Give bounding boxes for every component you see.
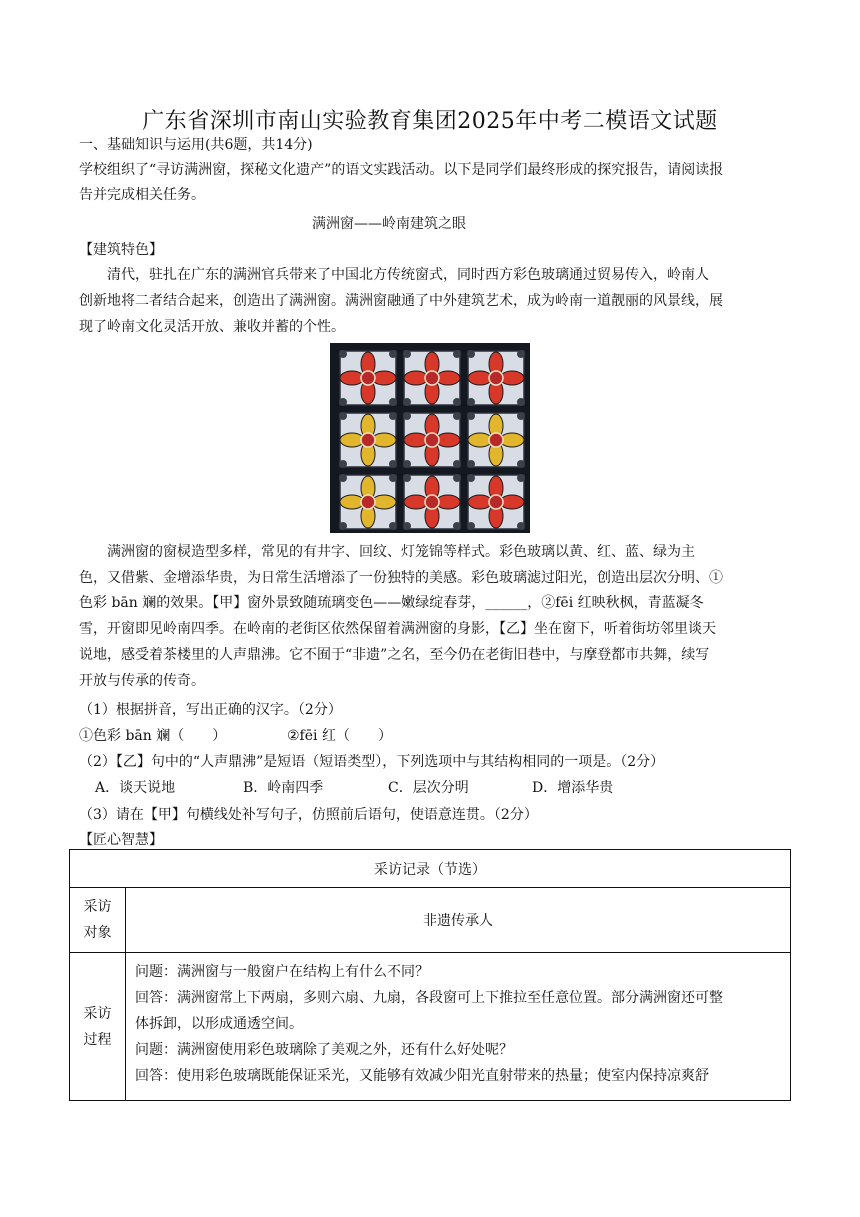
- corner-accent: [453, 412, 461, 420]
- subject-label-line: 采访: [83, 899, 112, 915]
- corner-accent: [339, 522, 347, 530]
- option-c: C．层次分明: [388, 780, 469, 796]
- record-title: 采访记录（节选）: [70, 850, 791, 888]
- process-line: 回答：使用彩色玻璃既能保证采光，又能够有效减少阳光直射带来的热量；使室内保持凉爽舒: [135, 1068, 709, 1084]
- heading-architecture: 【建筑特色】: [79, 242, 163, 258]
- paragraph1-line: 创新地将二者结合起来，创造出了满洲窗。满洲窗融通了中外建筑艺术，成为岭南一道靓丽的风景线，展: [79, 293, 723, 309]
- process-line: 问题：满洲窗与一般窗户在结构上有什么不同？: [135, 964, 429, 980]
- flower-center: [489, 495, 503, 509]
- process-line: 问题：满洲窗使用彩色玻璃除了美观之外，还有什么好处呢？: [135, 1042, 513, 1058]
- question-1-item-a: ①色彩 bān 斓（ ）: [79, 728, 227, 744]
- option-a: A．谈天说地: [95, 780, 176, 796]
- corner-accent: [517, 350, 525, 358]
- flower-center: [361, 433, 375, 447]
- report-title: 满洲窗——岭南建筑之眼: [312, 216, 466, 232]
- question-1-item-b: ②fēi 红（ ）: [287, 728, 392, 744]
- corner-accent: [389, 412, 397, 420]
- flower-center: [361, 495, 375, 509]
- intro-text-2: 告并完成相关任务。: [79, 187, 205, 203]
- question-1: （1）根据拼音，写出正确的汉字。（2分）: [79, 702, 342, 718]
- paragraph2-line: 满洲窗的窗棂造型多样，常见的有井字、回纹、灯笼锦等样式。彩色玻璃以黄、红、蓝、绿为主: [107, 544, 695, 560]
- corner-accent: [339, 412, 347, 420]
- option-b: B．岭南四季: [243, 780, 324, 796]
- subject-label-line: 对象: [83, 925, 112, 941]
- paragraph1-line: 现了岭南文化灵活开放、兼收并蓄的个性。: [79, 319, 345, 335]
- interview-record-table: [69, 849, 791, 1101]
- flower-center: [489, 371, 503, 385]
- corner-accent: [389, 350, 397, 358]
- process-label-line: 过程: [83, 1031, 112, 1048]
- corner-accent: [389, 398, 397, 406]
- corner-accent: [339, 350, 347, 358]
- corner-accent: [403, 474, 411, 482]
- subject-value: 非遗传承人: [126, 888, 791, 953]
- process-line: 回答：满洲窗常上下两扇，多则六扇、九扇，各段窗可上下推拉至任意位置。部分满洲窗还可整: [135, 990, 723, 1006]
- corner-accent: [467, 460, 475, 468]
- option-d: D．增添华贵: [532, 780, 614, 796]
- process-label-line: 采访: [83, 1005, 112, 1022]
- corner-accent: [453, 350, 461, 358]
- paragraph2-line: 色，又借紫、金增添华贵，为日常生活增添了一份独特的美感。彩色玻璃滤过阳光，创造出层次分明、①: [79, 570, 723, 586]
- corner-accent: [467, 398, 475, 406]
- corner-accent: [517, 412, 525, 420]
- corner-accent: [339, 398, 347, 406]
- subject-label: [70, 888, 126, 953]
- corner-accent: [403, 398, 411, 406]
- heading-craft: 【匠心智慧】: [79, 832, 163, 848]
- flower-center: [425, 495, 439, 509]
- paragraph1-line: 清代，驻扎在广东的满洲官兵带来了中国北方传统窗式，同时西方彩色玻璃通过贸易传入，岭南人: [107, 267, 709, 283]
- corner-accent: [403, 350, 411, 358]
- corner-accent: [389, 460, 397, 468]
- process-content: [126, 953, 791, 1101]
- corner-accent: [517, 460, 525, 468]
- process-line: 体拆卸，以形成通透空间。: [135, 1016, 303, 1032]
- question-3: （3）请在【甲】句横线处补写句子，仿照前后语句，使语意连贯。（2分）: [79, 807, 538, 823]
- section-heading: 一、基础知识与运用(共6题，共14分): [79, 137, 313, 153]
- process-label: [70, 953, 126, 1101]
- corner-accent: [339, 460, 347, 468]
- corner-accent: [389, 474, 397, 482]
- corner-accent: [467, 474, 475, 482]
- corner-accent: [467, 350, 475, 358]
- corner-accent: [339, 474, 347, 482]
- corner-accent: [467, 522, 475, 530]
- paragraph2-line: 开放与传承的传奇。: [79, 673, 205, 689]
- paragraph2-line: 说地，感受着茶楼里的人声鼎沸。它不囿于“非遗”之名，至今仍在老街旧巷中，与摩登都市共舞，续写: [79, 647, 710, 663]
- stained-glass-window-image: [330, 343, 530, 533]
- corner-accent: [403, 522, 411, 530]
- question-2: （2）【乙】句中的“人声鼎沸”是短语（短语类型），下列选项中与其结构相同的一项是。（2分）: [79, 754, 665, 770]
- corner-accent: [517, 474, 525, 482]
- corner-accent: [467, 412, 475, 420]
- flower-center: [489, 433, 503, 447]
- corner-accent: [517, 398, 525, 406]
- corner-accent: [403, 412, 411, 420]
- flower-center: [361, 371, 375, 385]
- flower-center: [425, 433, 439, 447]
- paragraph2-line: 色彩 bān 斓的效果。【甲】窗外景致随琉璃变色——嫩绿绽春芽，______，②fēi 红映秋枫，青蓝凝冬: [79, 595, 704, 611]
- intro-text-1: 学校组织了“寻访满洲窗，探秘文化遗产”的语文实践活动。以下是同学们最终形成的探究报告，请阅读报: [79, 162, 724, 178]
- paragraph2-line: 雪，开窗即见岭南四季。在岭南的老街区依然保留着满洲窗的身影，【乙】坐在窗下，听着街坊邻里谈天: [79, 621, 716, 637]
- flower-center: [425, 371, 439, 385]
- corner-accent: [389, 522, 397, 530]
- corner-accent: [517, 522, 525, 530]
- corner-accent: [453, 460, 461, 468]
- corner-accent: [453, 522, 461, 530]
- corner-accent: [453, 474, 461, 482]
- page-title: 广东省深圳市南山实验教育集团2025年中考二模语文试题: [142, 109, 718, 134]
- manchu-window-photo: [330, 343, 530, 533]
- corner-accent: [403, 460, 411, 468]
- corner-accent: [453, 398, 461, 406]
